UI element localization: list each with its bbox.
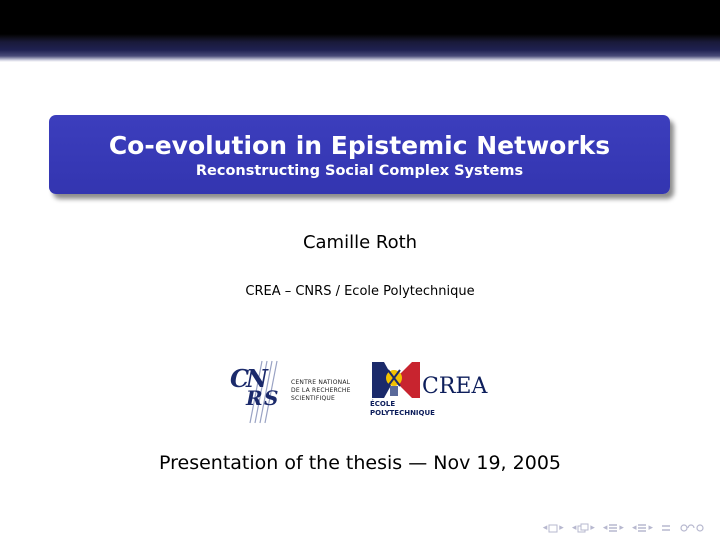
svg-text:S: S: [264, 386, 279, 410]
presentation-date: Presentation of the thesis — Nov 19, 2005: [158, 452, 561, 474]
nav-next-section-icon[interactable]: ▸: [648, 523, 653, 533]
nav-section-icon[interactable]: [637, 522, 647, 534]
cnrs-logo: [228, 357, 358, 427]
slide-title: Co-evolution in Epistemic Networks: [108, 131, 611, 160]
title-block: [49, 115, 670, 194]
polytechnique-caption: ÉCOLE POLYTECHNIQUE: [370, 400, 435, 417]
nav-search-icon[interactable]: [679, 522, 705, 534]
nav-prev-arrow-icon[interactable]: ◂: [542, 523, 548, 533]
nav-prev-subsection-icon[interactable]: ◂: [602, 523, 608, 533]
nav-first-icon[interactable]: [548, 522, 558, 534]
nav-align-icon[interactable]: [661, 522, 671, 534]
nav-next-frame-icon[interactable]: ▸: [590, 523, 595, 533]
nav-next-subsection-icon[interactable]: ▸: [619, 523, 624, 533]
navigation-bar: [543, 521, 710, 535]
nav-prev-frame-icon[interactable]: ◂: [571, 523, 577, 533]
crea-logo: [366, 360, 492, 422]
svg-text:N: N: [246, 364, 268, 393]
slide-subtitle: Reconstructing Social Complex Systems: [195, 163, 524, 179]
cnrs-caption: CENTRE NATIONAL DE LA RECHERCHE SCIENTIFIQUE: [291, 379, 351, 402]
nav-subsection-icon[interactable]: [608, 522, 618, 534]
institute: CREA – CNRS / Ecole Polytechnique: [245, 284, 475, 299]
author-name: Camille Roth: [302, 232, 418, 253]
header-bar: [0, 0, 720, 62]
polytechnique-emblem-icon: [366, 360, 422, 402]
nav-frame-icon[interactable]: [577, 522, 589, 534]
svg-text:C: C: [230, 364, 250, 393]
crea-wordmark: CREA: [422, 374, 488, 399]
nav-prev-section-icon[interactable]: ◂: [631, 523, 637, 533]
svg-text:R: R: [246, 386, 263, 410]
nav-next-arrow-icon[interactable]: ▸: [559, 523, 564, 533]
